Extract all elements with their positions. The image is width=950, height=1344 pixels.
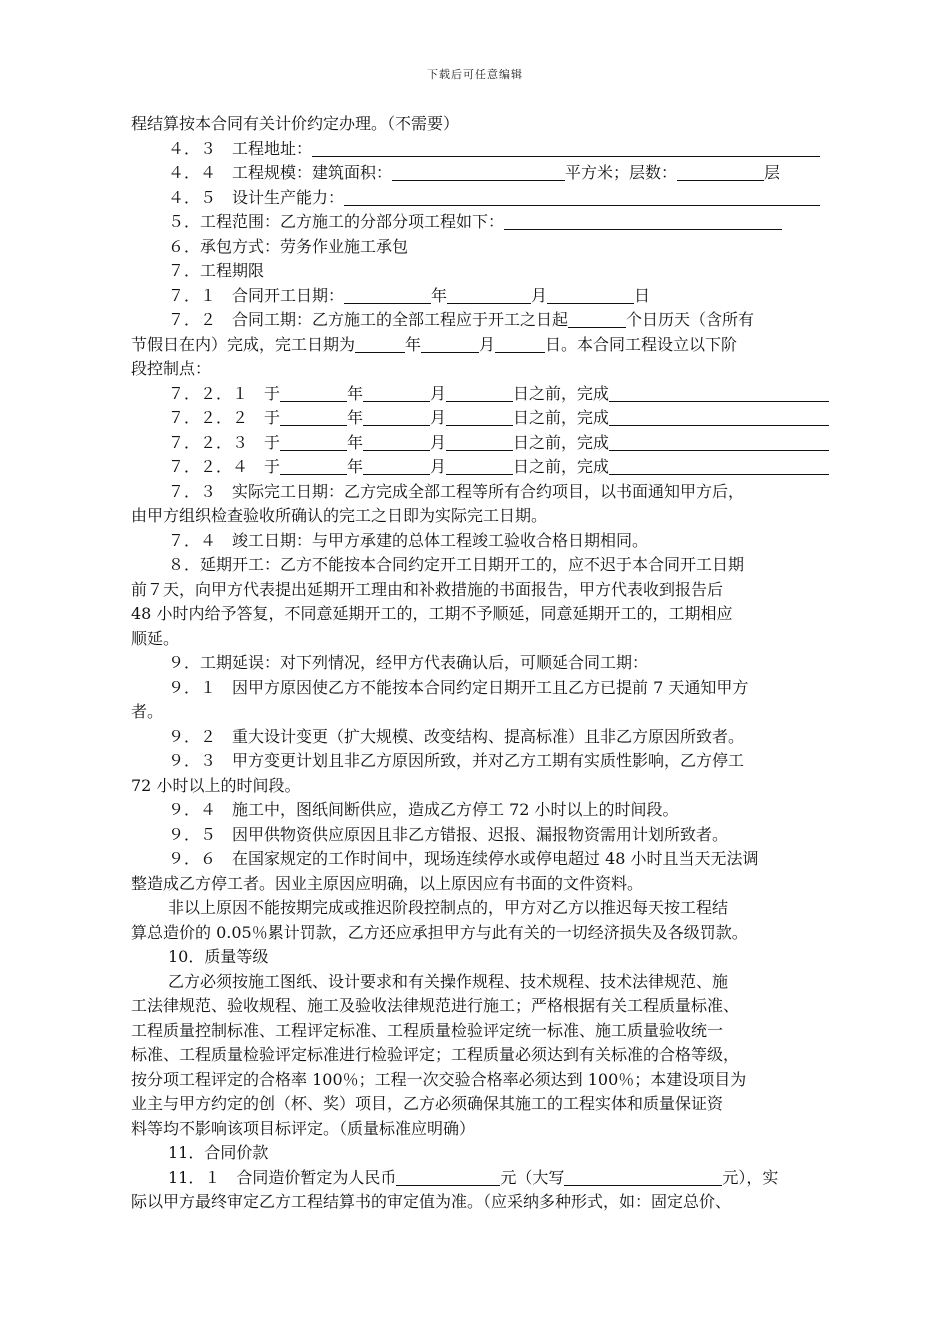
blank-line: [312, 139, 820, 157]
text-line: 者。: [131, 702, 164, 721]
blank-line: [547, 286, 634, 304]
blank-line: [396, 1168, 500, 1186]
text-line: ７．４ 竣工日期：与甲方承建的总体工程竣工验收合格日期相同。: [168, 530, 649, 550]
text-line: ９．工期延误：对下列情况，经甲方代表确认后，可顺延合同工期：: [168, 653, 649, 672]
text-line: ７．工程期限: [168, 261, 265, 280]
text-line: 按分项工程评定的合格率 100％；工程一次交验合格率必须达到 100％；本建设项目为: [131, 1069, 747, 1089]
text-line: ７．２．２ 于 年 月 日之前，完成: [131, 406, 851, 431]
text-line: 顺延。: [131, 628, 180, 648]
text-line: ７．２．３ 于 年 月 日之前，完成: [131, 431, 851, 456]
text-line: ４．５ 设计生产能力：: [131, 186, 851, 211]
text-line: ７．２．４ 于 年 月 日之前，完成: [131, 455, 851, 480]
blank-line: [280, 457, 347, 475]
blank-line: [344, 188, 820, 206]
text-line: 乙方必须按施工图纸、设计要求和有关操作规程、技术规程、技术法律规范、施: [168, 971, 729, 991]
blank-line: [363, 457, 430, 475]
blank-line: [609, 384, 829, 402]
text-line: ９．１ 因甲方原因使乙方不能按本合同约定日期开工且乙方已提前 7 天通知甲方: [168, 677, 749, 697]
text-line: 10．质量等级: [168, 947, 269, 966]
blank-line: [363, 433, 430, 451]
text-line: 节假日在内）完成，完工日期为 年 月 日。本合同工程设立以下阶: [131, 334, 738, 354]
blank-line: [446, 433, 513, 451]
text-line: ９．４ 施工中，图纸间断供应，造成乙方停工 72 小时以上的时间段。: [168, 800, 679, 819]
text-line: ６．承包方式：劳务作业施工承包: [168, 236, 409, 256]
blank-line: [280, 384, 347, 402]
text-line: ９．５ 因甲供物资供应原因且非乙方错报、迟报、漏报物资需用计划所致者。: [168, 824, 729, 844]
text-line: 非以上原因不能按期完成或推迟阶段控制点的，甲方对乙方以推迟每天按工程结: [168, 898, 729, 917]
page-header: 下载后可任意编辑: [427, 68, 523, 81]
text-line: 业主与甲方约定的创（杯、奖）项目，乙方必须确保其施工的工程实体和质量保证资: [131, 1094, 724, 1113]
text-line: 11．１ 合同造价暂定为人民币 元（大写 元），实: [168, 1167, 779, 1187]
text-line: 由甲方组织检查验收所确认的完工之日即为实际完工日期。: [131, 506, 548, 525]
blank-line: [363, 384, 430, 402]
text-line: ５．工程范围：乙方施工的分部分项工程如下：: [131, 210, 851, 235]
blank-line: [392, 163, 565, 181]
text-line: ７．１ 合同开工日期： 年 月 日: [168, 285, 651, 305]
text-line: 工程质量控制标准、工程评定标准、工程质量检验评定统一标准、施工质量验收统一: [131, 1020, 724, 1040]
blank-line: [446, 384, 513, 402]
text-line: ７．３ 实际完工日期：乙方完成全部工程等所有合约项目，以书面通知甲方后，: [168, 481, 745, 501]
text-line: 前７天，向甲方代表提出延期开工理由和补救措施的书面报告，甲方代表收到报告后: [131, 579, 724, 599]
text-line: ４．４ 工程规模：建筑面积： 平方米；层数： 层: [168, 163, 781, 182]
text-line: ４．３ 工程地址：: [131, 137, 851, 162]
blank-line: [564, 1168, 722, 1186]
text-line: 72 小时以上的时间段。: [131, 775, 301, 795]
text-line: 段控制点：: [131, 359, 212, 378]
blank-line: [280, 433, 347, 451]
blank-line: [568, 310, 626, 328]
text-line: 际以甲方最终审定乙方工程结算书的审定值为准。（应采纳多种形式，如：固定总价、: [131, 1192, 732, 1211]
blank-line: [609, 408, 829, 426]
blank-line: [446, 408, 513, 426]
blank-line: [677, 163, 764, 181]
blank-line: [504, 212, 782, 230]
blank-line: [495, 335, 545, 353]
blank-line: [344, 286, 431, 304]
blank-line: [421, 335, 479, 353]
text-line: ９．６ 在国家规定的工作时间中，现场连续停水或停电超过 48 小时且当天无法调: [168, 849, 759, 868]
blank-line: [363, 408, 430, 426]
text-line: 48 小时内给予答复，不同意延期开工的，工期不予顺延，同意延期开工的，工期相应: [131, 604, 733, 623]
text-line: ８．延期开工：乙方不能按本合同约定开工日期开工的，应不迟于本合同开工日期: [168, 555, 745, 574]
blank-line: [609, 433, 829, 451]
text-line: ７．２．１ 于 年 月 日之前，完成: [131, 382, 851, 407]
text-line: ７．２ 合同工期：乙方施工的全部工程应于开工之日起 个日历天（含所有: [168, 310, 755, 329]
blank-line: [355, 335, 405, 353]
text-line: 算总造价的 0.05％累计罚款，乙方还应承担甲方与此有关的一切经济损失及各级罚款。: [131, 922, 748, 942]
text-line: ９．３ 甲方变更计划且非乙方原因所致，并对乙方工期有实质性影响，乙方停工: [168, 751, 745, 770]
text-line: 整造成乙方停工者。因业主原因应明确，以上原因应有书面的文件资料。: [131, 873, 644, 893]
blank-line: [446, 457, 513, 475]
text-line: 工法律规范、验收规程、施工及验收法律规范进行施工；严格根据有关工程质量标准、: [131, 996, 740, 1015]
text-line: 11．合同价款: [168, 1143, 269, 1162]
blank-line: [609, 457, 829, 475]
blank-line: [447, 286, 531, 304]
text-line: 程结算按本合同有关计价约定办理。（不需要）: [131, 114, 460, 133]
text-line: ９．２ 重大设计变更（扩大规模、改变结构、提高标准）且非乙方原因所致者。: [168, 726, 745, 746]
contract-text: [131, 112, 851, 1215]
text-line: 标准、工程质量检验评定标准进行检验评定；工程质量必须达到有关标准的合格等级，: [131, 1045, 740, 1064]
blank-line: [280, 408, 347, 426]
text-line: 料等均不影响该项目标评定。（质量标准应明确）: [131, 1118, 476, 1138]
